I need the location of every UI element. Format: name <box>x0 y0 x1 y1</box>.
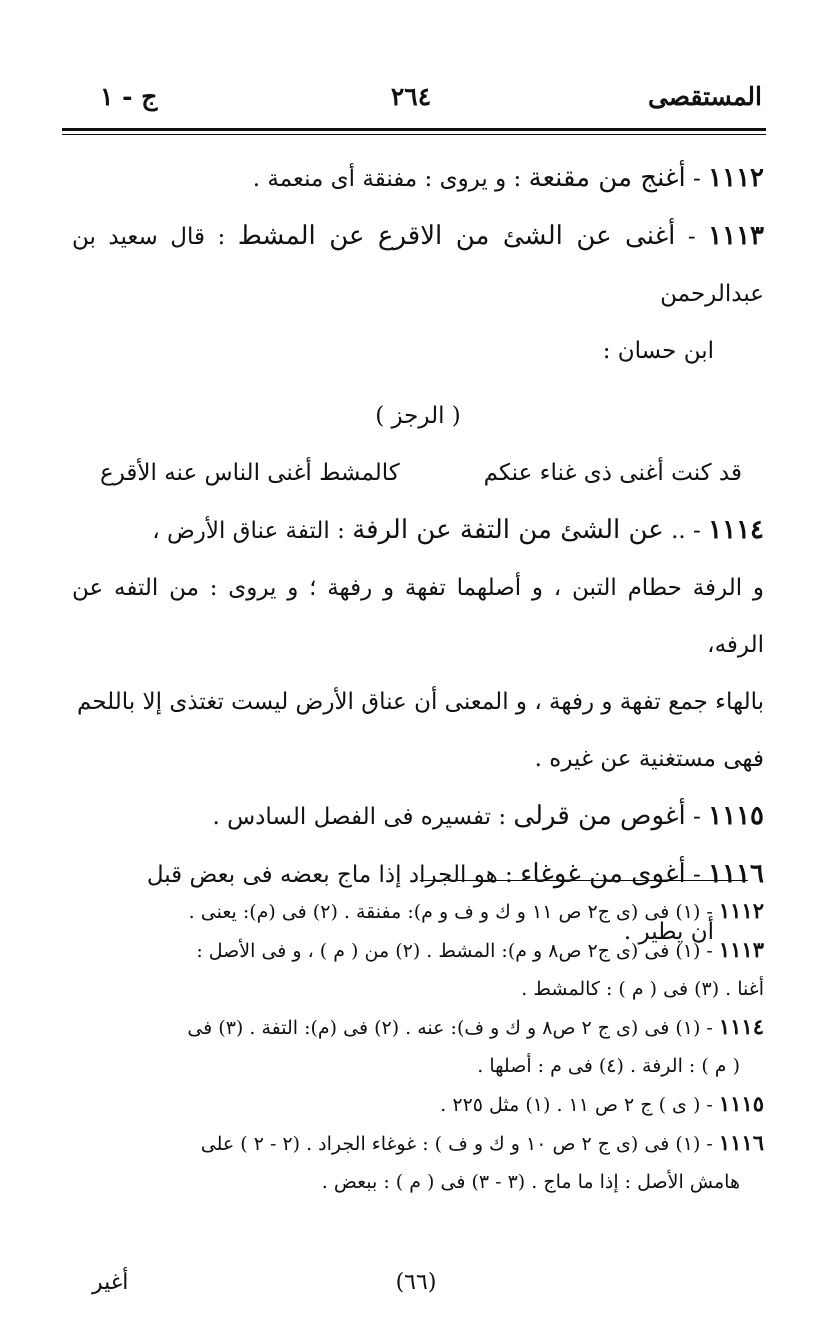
catchword: أغير <box>92 1270 129 1295</box>
entry-headword: أغنج من مقنعة <box>528 163 686 193</box>
entry-text: : هو الجراد إذا ماج بعضه فى بعض قبل <box>146 862 513 888</box>
main-text <box>72 150 764 961</box>
entry-1114-line4: فهى مستغنية عن غيره . <box>534 746 764 772</box>
entry-headword: أغنى عن الشئ من الاقرع عن المشط <box>237 221 676 251</box>
footnote-text: - (١) فى (ى ج ٢ ص٨ و ك و ف): عنه . (٢) فى (م): التفة . (٣) فى <box>187 1017 713 1039</box>
footnote-1113-line2: أغنا . (٣) فى ( م ) : كالمشط . <box>521 978 764 1000</box>
footnote-number: ١١١٦ <box>718 1130 764 1155</box>
header-rule-thick <box>62 128 766 131</box>
verse-line <box>72 445 764 502</box>
footnote-separator <box>420 880 748 881</box>
footnote-1114 <box>72 1008 764 1047</box>
volume-label: ج - ١ <box>100 82 158 111</box>
footnote-1116-line2: هامش الأصل : إذا ما ماج . (٣ - ٣) فى ( م ) : ببعض . <box>321 1171 740 1193</box>
footnotes <box>72 892 764 1201</box>
entry-dash: - .. <box>671 518 701 544</box>
entry-number: ١١١٢ <box>708 163 764 193</box>
footer-page-tag: (٦٦) <box>395 1270 437 1295</box>
entry-number: ١١١٦ <box>708 859 764 889</box>
page-footer <box>0 1270 832 1310</box>
footnote-1113 <box>72 931 764 970</box>
entry-text: : تفسيره فى الفصل السادس . <box>212 804 507 830</box>
entry-text: : قال سعيد بن عبدالرحمن <box>72 224 764 307</box>
entry-text: : التفة عناق الأرض ، <box>152 518 345 544</box>
entry-dash: - <box>693 862 701 888</box>
entry-1116-line2: أن يطير . <box>623 919 714 945</box>
footnote-number: ١١١٥ <box>718 1091 764 1116</box>
entry-1112 <box>72 150 764 208</box>
entry-headword: عن الشئ من التفة عن الرفة <box>352 515 664 545</box>
footnote-number: ١١١٣ <box>718 937 764 962</box>
footnote-text: - (١) فى (ى ج٢ ص٨ و م): المشط . (٢) من ( م ) ، و فى الأصل : <box>196 940 713 962</box>
entry-1114-line3: بالهاء جمع تفهة و رفهة ، و المعنى أن عناق الأرض ليست تغتذى إلا باللحم <box>77 689 764 715</box>
footnote-number: ١١١٢ <box>718 898 764 923</box>
verse-first-hemistich: قد كنت أغنى ذى غناء عنكم <box>483 460 742 486</box>
poetic-meter: ( الرجز ) <box>375 403 461 429</box>
footnote-text: - (١) فى (ى ج ٢ ص ١٠ و ك و ف ) : غوغاء الجراد . (٢ - ٢ ) على <box>200 1133 713 1155</box>
footnote-1116 <box>72 1124 764 1163</box>
book-title: المستقصى <box>647 82 762 111</box>
footnote-1115 <box>72 1085 764 1124</box>
entry-number: ١١١٥ <box>708 801 764 831</box>
footnote-text: - ( ى ) ج ٢ ص ١١ . (١) مثل ٢٢٥ . <box>440 1094 713 1116</box>
entry-dash: - <box>693 804 701 830</box>
page-number: ٢٦٤ <box>390 82 432 111</box>
verse-second-hemistich: كالمشط أغنى الناس عنه الأقرع <box>100 460 400 486</box>
entry-text: : و يروى : مفنقة أى منعمة . <box>252 166 522 192</box>
header-rule-thin <box>62 134 766 135</box>
entry-dash: - <box>687 224 696 250</box>
entry-number: ١١١٤ <box>708 515 764 545</box>
footnote-1112 <box>72 892 764 931</box>
footnote-number: ١١١٤ <box>718 1014 764 1039</box>
entry-1113 <box>72 208 764 323</box>
entry-dash: - <box>693 166 701 192</box>
entry-headword: أغوى من غوغاء <box>520 859 686 889</box>
entry-1115 <box>72 788 764 846</box>
entry-1114 <box>72 502 764 560</box>
entry-number: ١١١٣ <box>708 221 765 251</box>
entry-1114-line2: و الرفة حطام التبن ، و أصلهما تفهة و رفهة ؛ و يروى : من التفه عن الرفه، <box>72 575 764 658</box>
footnote-1114-line2: ( م ) : الرفة . (٤) فى م : أصلها . <box>477 1055 740 1077</box>
running-header <box>60 82 762 122</box>
footnote-text: - (١) فى (ى ج٢ ص ١١ و ك و ف و م): مفنقة . (٢) فى (م): يعنى . <box>188 901 713 923</box>
entry-headword: أغوص من قرلى <box>513 801 686 831</box>
entry-1113-line2: ابن حسان : <box>602 338 714 364</box>
